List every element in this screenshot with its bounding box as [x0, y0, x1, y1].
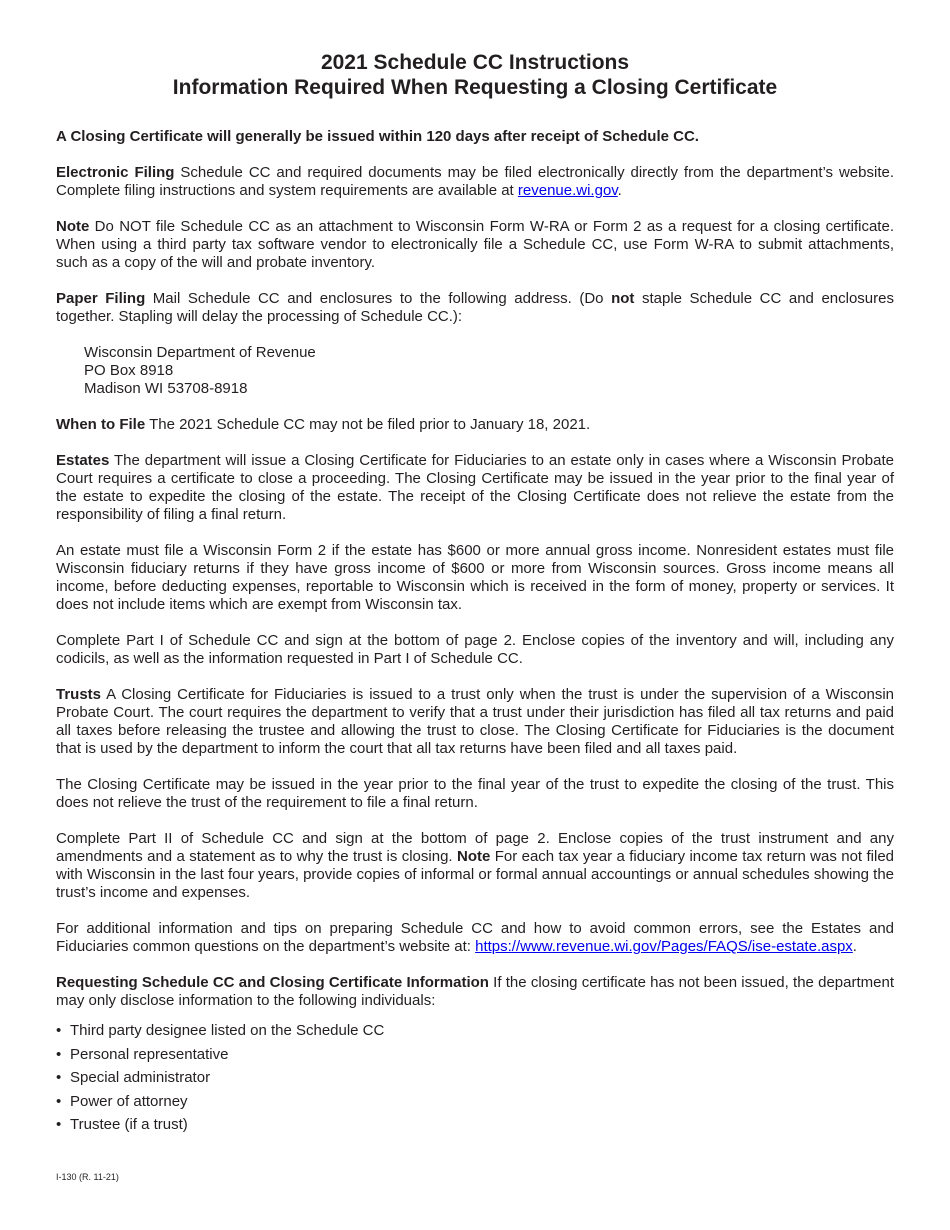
when-to-file-text: The 2021 Schedule CC may not be filed prior to January 18, 2021.: [145, 416, 591, 433]
trust-part-2-paragraph: [56, 830, 894, 902]
title-line-2: Information Required When Requesting a Closing Certificate: [172, 76, 778, 99]
note-section: [56, 218, 894, 272]
address-line-1: Wisconsin Department of Revenue: [84, 344, 316, 361]
trusts-heading: Trusts: [56, 686, 102, 703]
estates-section: [56, 452, 894, 524]
additional-info-text: For additional information and tips on preparing Schedule CC and how to avoid common errors, see the Estates and Fiduciaries common questions on the department’s website at:: [56, 920, 894, 955]
bullet-icon: •: [56, 1022, 62, 1039]
authorized-individuals-list: [56, 1022, 894, 1134]
mailing-address: [84, 344, 894, 398]
note-heading: Note: [56, 218, 90, 235]
note-text: Do NOT file Schedule CC as an attachment to Wisconsin Form W-RA or Form 2 as a request for a closing certificate. When using a third party tax software vendor to electronically file a Schedule CC, use Form W-RA to submit attachments, such as a copy of the will and probate inventory.: [56, 218, 894, 271]
bullet-icon: •: [56, 1116, 62, 1133]
when-to-file-section: [56, 416, 894, 434]
estate-part-1-paragraph: Complete Part I of Schedule CC and sign at the bottom of page 2. Enclose copies of the inventory and will, including any codicils, as well as the information requested in Part I of Schedule CC.: [56, 632, 894, 667]
title-line-1: 2021 Schedule CC Instructions: [320, 51, 630, 74]
trust-note-heading: Note: [456, 848, 491, 865]
paper-filing-text-b: staple Schedule CC and enclosures together. Stapling will delay the processing of Schedule CC.):: [56, 290, 894, 325]
when-to-file-heading: When to File: [56, 416, 146, 433]
list-item-text: Special administrator: [70, 1069, 211, 1086]
faq-link[interactable]: https://www.revenue.wi.gov/Pages/FAQS/ise-estate.aspx: [475, 938, 853, 955]
revenue-website-link[interactable]: revenue.wi.gov: [517, 182, 618, 199]
list-item: [56, 1046, 894, 1064]
trusts-text: A Closing Certificate for Fiduciaries is issued to a trust only when the trust is under the supervision of a Wisconsin Probate Court. The court requires the department to verify that a trust under their jurisdiction has filed all tax returns and paid all taxes before releasing the trustee and allowing the trust to close. The Closing Certificate for Fiduciaries is the document that is used by the department to inform the court that all tax returns have been filed and all taxes paid.: [56, 686, 894, 757]
form-number-footer: I-130 (R. 11-21): [56, 1172, 119, 1182]
document-title: [56, 50, 894, 100]
list-item: [56, 1093, 894, 1111]
requesting-heading: Requesting Schedule CC and Closing Certificate Information: [56, 974, 489, 991]
address-line-3: Madison WI 53708-8918: [84, 380, 248, 397]
paper-filing-text-a: Mail Schedule CC and enclosures to the following address. (Do: [145, 290, 612, 307]
estates-heading: Estates: [56, 452, 110, 469]
trust-prior-year-paragraph: The Closing Certificate may be issued in the year prior to the final year of the trust to expedite the closing of the trust. This does not relieve the trust of the requirement to file a final return.: [56, 776, 894, 811]
additional-info-paragraph: [56, 920, 894, 956]
bullet-icon: •: [56, 1092, 62, 1110]
requesting-section: [56, 974, 894, 1010]
list-item-text: Personal representative: [70, 1045, 229, 1063]
address-line-2: PO Box 8918: [84, 362, 174, 379]
additional-info-period: .: [852, 938, 857, 955]
paper-filing-emphasis: not: [611, 290, 635, 307]
trust-part-2-text-b: For each tax year a fiduciary income tax return was not filed with Wisconsin in the last four years, provide copies of informal or formal annual accountings or annual schedules showing the trust’s income and expenses.: [56, 848, 895, 901]
electronic-filing-heading: Electronic Filing: [56, 164, 175, 181]
intro-statement: A Closing Certificate will generally be issued within 120 days after receipt of Schedule CC.: [56, 128, 699, 145]
list-item-text: Third party designee listed on the Schedule CC: [70, 1022, 385, 1039]
estates-text: The department will issue a Closing Certificate for Fiduciaries to an estate only in cases where a Wisconsin Probate Court requires a certificate to close a proceeding. The Closing Certificate may be issued in the year prior to the final year of the estate to expedite the closing of the estate. The receipt of the Closing Certificate does not relieve the estate from the responsibility of filing a final return.: [56, 452, 894, 523]
trusts-section: [56, 686, 894, 758]
instructions-page: [56, 50, 894, 1140]
electronic-filing-section: [56, 164, 894, 200]
paper-filing-section: [56, 290, 894, 326]
list-item: [56, 1069, 894, 1087]
requesting-text: If the closing certificate has not been issued, the department may only disclose information to the following individuals:: [56, 974, 894, 1009]
bullet-icon: •: [56, 1069, 62, 1086]
list-item: [56, 1116, 894, 1134]
bullet-icon: •: [56, 1045, 62, 1063]
electronic-filing-period: .: [617, 182, 622, 199]
list-item-text: Power of attorney: [70, 1092, 188, 1110]
list-item-text: Trustee (if a trust): [70, 1116, 188, 1133]
paper-filing-heading: Paper Filing: [56, 290, 146, 307]
trust-part-2-text-a: Complete Part II of Schedule CC and sign at the bottom of page 2. Enclose copies of the trust instrument and any amendments and a statement as to why the trust is closing.: [56, 830, 894, 865]
electronic-filing-text: Schedule CC and required documents may be filed electronically directly from the department’s website. Complete filing instructions and system requirements are available at: [56, 164, 894, 199]
list-item: [56, 1022, 894, 1040]
estate-income-paragraph: An estate must file a Wisconsin Form 2 if the estate has $600 or more annual gross income. Nonresident estates must file Wisconsin fiduciary returns if they have gross income of $600 or more from Wisconsin sources. Gross income means all income, before deducting expenses, reportable to Wisconsin which is received in the form of money, property or services. It does not include items which are exempt from Wisconsin tax.: [56, 542, 894, 613]
